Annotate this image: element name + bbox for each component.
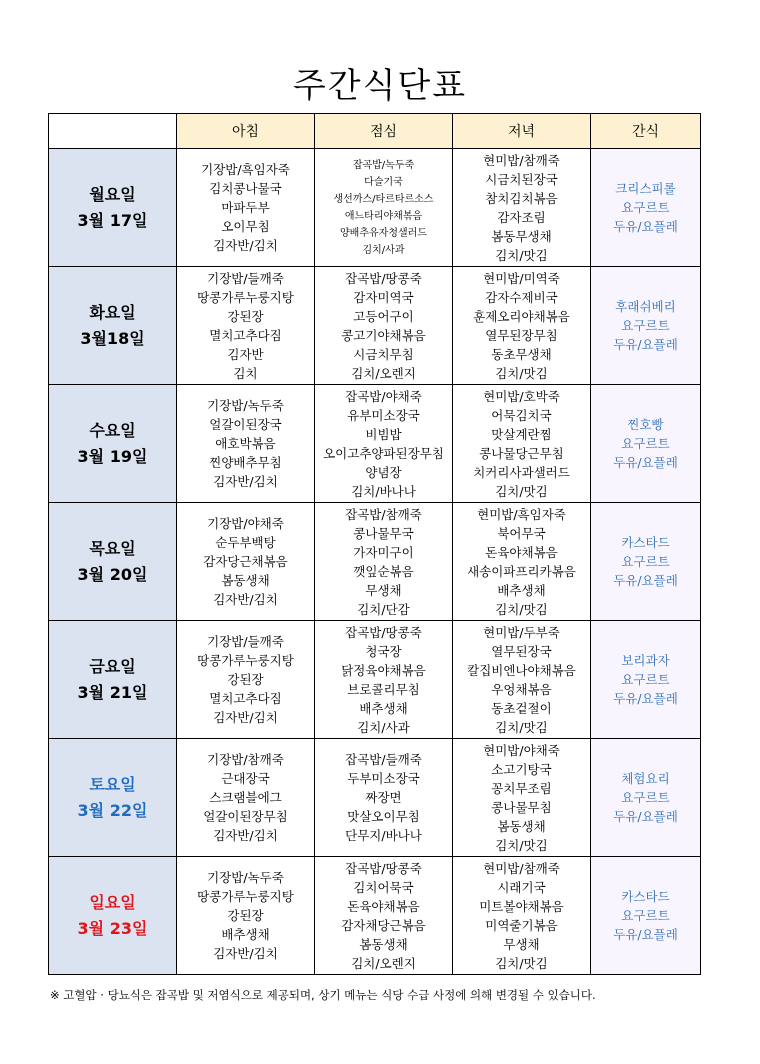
dinner-item: 김치/맛김: [495, 955, 548, 971]
day-date: 3월 19일: [77, 446, 148, 466]
lunch-item: 애느타리야채볶음: [344, 210, 423, 222]
breakfast-item: 기장밥/녹두죽: [207, 398, 284, 413]
lunch-item: 오이고추양파된장무침: [323, 445, 444, 461]
lunch-item: 비빔밥: [365, 426, 402, 442]
lunch-item: 단무지/바나나: [345, 828, 422, 843]
lunch-item: 청국장: [365, 643, 402, 659]
breakfast-item: 애호박볶음: [215, 436, 276, 451]
lunch-cell: [315, 385, 453, 503]
day-name: 토요일: [89, 774, 136, 794]
snack-item: 두유/요플레: [613, 691, 678, 706]
snack-item: 두유/요플레: [613, 927, 678, 942]
day-date: 3월 21일: [77, 682, 148, 702]
header-dinner: 저녁: [453, 114, 591, 149]
breakfast-item: 봄동생채: [221, 573, 270, 588]
breakfast-cell: [177, 503, 315, 621]
snack-item: 요구르트: [621, 318, 670, 333]
lunch-cell: [315, 739, 453, 857]
dinner-cell: [453, 739, 591, 857]
day-row: [49, 621, 701, 739]
breakfast-item: 얼갈이된장무침: [203, 809, 288, 824]
breakfast-item: 기장밥/들깨죽: [207, 270, 284, 286]
breakfast-item: 멸치고추다짐: [209, 691, 282, 706]
dinner-item: 감자조림: [497, 209, 546, 225]
lunch-item: 양배추유자청샐러드: [340, 227, 427, 239]
header-snack: 간식: [591, 114, 701, 149]
day-label-cell: [49, 857, 177, 975]
day-row: [49, 857, 701, 975]
dinner-item: 꽁치무조림: [491, 780, 552, 796]
dinner-item: 열무된장국: [491, 643, 552, 659]
dinner-item: 우엉채볶음: [491, 681, 552, 697]
breakfast-item: 강된장: [227, 908, 264, 923]
lunch-item: 두부미소장국: [347, 771, 420, 786]
lunch-item: 무생채: [365, 582, 402, 598]
dinner-item: 북어무국: [497, 525, 546, 541]
lunch-item: 양념장: [365, 464, 402, 480]
dinner-item: 참치김치볶음: [485, 190, 558, 206]
breakfast-item: 땅콩가루누룽지탕: [197, 653, 294, 668]
dinner-item: 맛살계란찜: [491, 426, 552, 442]
day-label-cell: [49, 739, 177, 857]
snack-item: 후래쉬베리: [615, 299, 676, 314]
dinner-item: 현미밥/두부죽: [483, 624, 560, 640]
lunch-item: 짜장면: [365, 790, 402, 805]
day-label-cell: [49, 149, 177, 267]
lunch-item: 닭정육야채볶음: [341, 662, 426, 678]
dinner-item: 동초겉절이: [491, 700, 552, 716]
dinner-item: 봄동무생채: [491, 228, 552, 244]
lunch-item: 다슬기국: [364, 176, 403, 188]
breakfast-item: 강된장: [227, 672, 264, 687]
snack-item: 요구르트: [621, 554, 670, 569]
dinner-item: 훈제오리야채볶음: [473, 308, 570, 324]
snack-cell: [591, 621, 701, 739]
snack-item: 찐호빵: [627, 417, 664, 432]
day-name: 목요일: [89, 538, 136, 558]
breakfast-item: 김자반/김치: [213, 828, 278, 843]
breakfast-item: 땅콩가루누룽지탕: [197, 289, 294, 305]
day-name: 화요일: [89, 302, 136, 322]
dinner-item: 김치/맛김: [495, 483, 548, 499]
lunch-item: 배추생채: [359, 700, 408, 716]
dinner-item: 김치/맛김: [495, 601, 548, 617]
dinner-cell: [453, 385, 591, 503]
header-row: [49, 114, 701, 149]
breakfast-item: 땅콩가루누룽지탕: [197, 889, 294, 904]
breakfast-cell: [177, 739, 315, 857]
lunch-item: 감자미역국: [353, 289, 414, 305]
snack-item: 요구르트: [621, 200, 670, 215]
lunch-item: 잡곡밥/땅콩죽: [345, 624, 422, 640]
breakfast-item: 기장밥/녹두죽: [207, 870, 284, 885]
lunch-item: 가자미구이: [353, 544, 414, 560]
breakfast-item: 김치: [233, 365, 258, 381]
snack-item: 요구르트: [621, 436, 670, 451]
day-name: 월요일: [89, 184, 136, 204]
dinner-cell: [453, 149, 591, 267]
lunch-item: 김치/오렌지: [351, 365, 416, 381]
dinner-cell: [453, 267, 591, 385]
snack-item: 크리스피롤: [615, 181, 676, 196]
snack-item: 두유/요플레: [613, 219, 678, 234]
breakfast-item: 김자반/김치: [213, 474, 278, 489]
dinner-item: 현미밥/흑임자죽: [477, 506, 566, 522]
lunch-cell: [315, 857, 453, 975]
dinner-item: 김치/맛김: [495, 365, 548, 381]
lunch-item: 김치/사과: [362, 244, 405, 256]
lunch-item: 감자채당근볶음: [341, 917, 426, 933]
dinner-item: 동초무생채: [491, 346, 552, 362]
lunch-item: 깻잎순볶음: [353, 563, 414, 579]
snack-cell: [591, 857, 701, 975]
dinner-item: 김치/맛김: [495, 837, 548, 853]
breakfast-item: 기장밥/들깨죽: [207, 634, 284, 649]
dinner-item: 김치/맛김: [495, 247, 548, 263]
dinner-cell: [453, 503, 591, 621]
dinner-item: 시래기국: [497, 879, 546, 895]
dinner-item: 소고기탕국: [491, 761, 552, 777]
snack-item: 카스타드: [621, 889, 670, 904]
day-row: [49, 739, 701, 857]
dinner-item: 미역줄기볶음: [485, 917, 558, 933]
breakfast-item: 김자반/김치: [213, 710, 278, 725]
lunch-item: 잡곡밥/녹두죽: [352, 159, 415, 171]
lunch-item: 김치어묵국: [353, 879, 414, 895]
lunch-item: 김치/바나나: [351, 483, 416, 499]
lunch-item: 고등어구이: [353, 308, 414, 324]
breakfast-item: 강된장: [227, 308, 264, 324]
lunch-item: 유부미소장국: [347, 407, 420, 423]
dinner-item: 배추생채: [497, 582, 546, 598]
lunch-item: 생선까스/타르타르소스: [333, 193, 434, 205]
dinner-item: 치커리사과샐러드: [473, 464, 570, 480]
lunch-item: 시금치무침: [353, 346, 414, 362]
day-row: [49, 385, 701, 503]
breakfast-item: 김자반: [227, 346, 264, 362]
dinner-item: 시금치된장국: [485, 171, 558, 187]
snack-item: 보리과자: [621, 653, 670, 668]
lunch-item: 콩고기야채볶음: [341, 327, 426, 343]
lunch-item: 봄동생채: [359, 936, 408, 952]
breakfast-item: 김자반/김치: [213, 238, 278, 253]
day-date: 3월 23일: [77, 918, 148, 938]
lunch-item: 잡곡밥/들깨죽: [345, 752, 422, 767]
header-lunch: 점심: [315, 114, 453, 149]
snack-item: 두유/요플레: [613, 809, 678, 824]
breakfast-item: 기장밥/흑임자죽: [201, 162, 290, 177]
day-date: 3월 22일: [77, 800, 148, 820]
breakfast-item: 배추생채: [221, 927, 270, 942]
dinner-item: 현미밥/야채죽: [483, 742, 560, 758]
dinner-item: 무생채: [503, 936, 540, 952]
breakfast-cell: [177, 385, 315, 503]
breakfast-cell: [177, 621, 315, 739]
dinner-item: 미트볼야채볶음: [479, 898, 564, 914]
dinner-item: 열무된장무침: [485, 327, 558, 343]
lunch-item: 잡곡밥/야채죽: [345, 388, 422, 404]
lunch-item: 콩나물무국: [353, 525, 414, 541]
lunch-cell: [315, 503, 453, 621]
lunch-item: 김치/사과: [357, 719, 410, 735]
day-name: 일요일: [89, 892, 136, 912]
snack-item: 요구르트: [621, 672, 670, 687]
day-label-cell: [49, 621, 177, 739]
day-label-cell: [49, 267, 177, 385]
lunch-item: 맛살오이무침: [347, 809, 420, 824]
lunch-item: 김치/오렌지: [351, 955, 416, 971]
day-row: [49, 267, 701, 385]
breakfast-item: 근대장국: [221, 771, 270, 786]
snack-cell: [591, 267, 701, 385]
dinner-item: 김치/맛김: [495, 719, 548, 735]
weekly-menu-table: [48, 113, 701, 975]
breakfast-item: 김자반/김치: [213, 946, 278, 961]
breakfast-item: 감자당근채볶음: [203, 554, 288, 569]
dinner-item: 봄동생채: [497, 818, 546, 834]
breakfast-item: 순두부백탕: [215, 535, 276, 550]
snack-cell: [591, 385, 701, 503]
lunch-cell: [315, 621, 453, 739]
dinner-item: 칼집비엔나야채볶음: [467, 662, 576, 678]
breakfast-item: 얼갈이된장국: [209, 417, 282, 432]
dinner-cell: [453, 857, 591, 975]
dinner-item: 감자수제비국: [485, 289, 558, 305]
day-date: 3월 17일: [77, 210, 148, 230]
dinner-item: 콩나물당근무침: [479, 445, 564, 461]
lunch-item: 잡곡밥/땅콩죽: [345, 270, 422, 286]
snack-item: 두유/요플레: [613, 337, 678, 352]
breakfast-item: 멸치고추다짐: [209, 327, 282, 343]
breakfast-item: 김치콩나물국: [209, 181, 282, 196]
breakfast-item: 찐양배추무침: [209, 455, 282, 470]
lunch-item: 돈육야채볶음: [347, 898, 420, 914]
day-name: 금요일: [89, 656, 136, 676]
snack-item: 두유/요플레: [613, 455, 678, 470]
corner-cell: [49, 114, 177, 149]
header-breakfast: 아침: [177, 114, 315, 149]
lunch-item: 잡곡밥/참깨죽: [345, 506, 422, 522]
breakfast-item: 스크램블에그: [209, 790, 282, 805]
breakfast-item: 오이무침: [221, 219, 270, 234]
footnote: ※ 고혈압 · 당뇨식은 잡곡밥 및 저염식으로 제공되며, 상기 메뉴는 식당 수급 사정에 의해 변경될 수 있습니다.: [50, 988, 596, 1002]
dinner-item: 현미밥/미역죽: [483, 270, 560, 286]
lunch-item: 김치/단감: [357, 601, 410, 617]
dinner-item: 어묵김치국: [491, 407, 552, 423]
dinner-cell: [453, 621, 591, 739]
page-title: 주간식단표: [292, 66, 468, 106]
day-name: 수요일: [89, 420, 136, 440]
lunch-cell: [315, 149, 453, 267]
breakfast-cell: [177, 149, 315, 267]
breakfast-cell: [177, 267, 315, 385]
day-date: 3월 20일: [77, 564, 148, 584]
snack-cell: [591, 739, 701, 857]
day-date: 3월18일: [80, 328, 145, 348]
snack-item: 체험요리: [621, 771, 670, 786]
dinner-item: 새송이파프리카볶음: [467, 563, 576, 579]
lunch-item: 브로콜리무침: [347, 681, 420, 697]
dinner-item: 콩나물무침: [491, 799, 552, 815]
lunch-item: 잡곡밥/땅콩죽: [345, 860, 422, 876]
snack-item: 요구르트: [621, 908, 670, 923]
day-row: [49, 149, 701, 267]
breakfast-item: 기장밥/참깨죽: [207, 752, 284, 767]
lunch-cell: [315, 267, 453, 385]
dinner-item: 현미밥/참깨죽: [483, 152, 560, 168]
breakfast-item: 김자반/김치: [213, 592, 278, 607]
breakfast-item: 마파두부: [221, 200, 270, 215]
snack-cell: [591, 149, 701, 267]
snack-cell: [591, 503, 701, 621]
dinner-item: 현미밥/호박죽: [483, 388, 560, 404]
day-label-cell: [49, 503, 177, 621]
dinner-item: 현미밥/참깨죽: [483, 860, 560, 876]
day-row: [49, 503, 701, 621]
snack-item: 요구르트: [621, 790, 670, 805]
snack-item: 카스타드: [621, 535, 670, 550]
dinner-item: 돈육야채볶음: [485, 544, 558, 560]
breakfast-cell: [177, 857, 315, 975]
day-label-cell: [49, 385, 177, 503]
breakfast-item: 기장밥/야채죽: [207, 516, 284, 531]
snack-item: 두유/요플레: [613, 573, 678, 588]
